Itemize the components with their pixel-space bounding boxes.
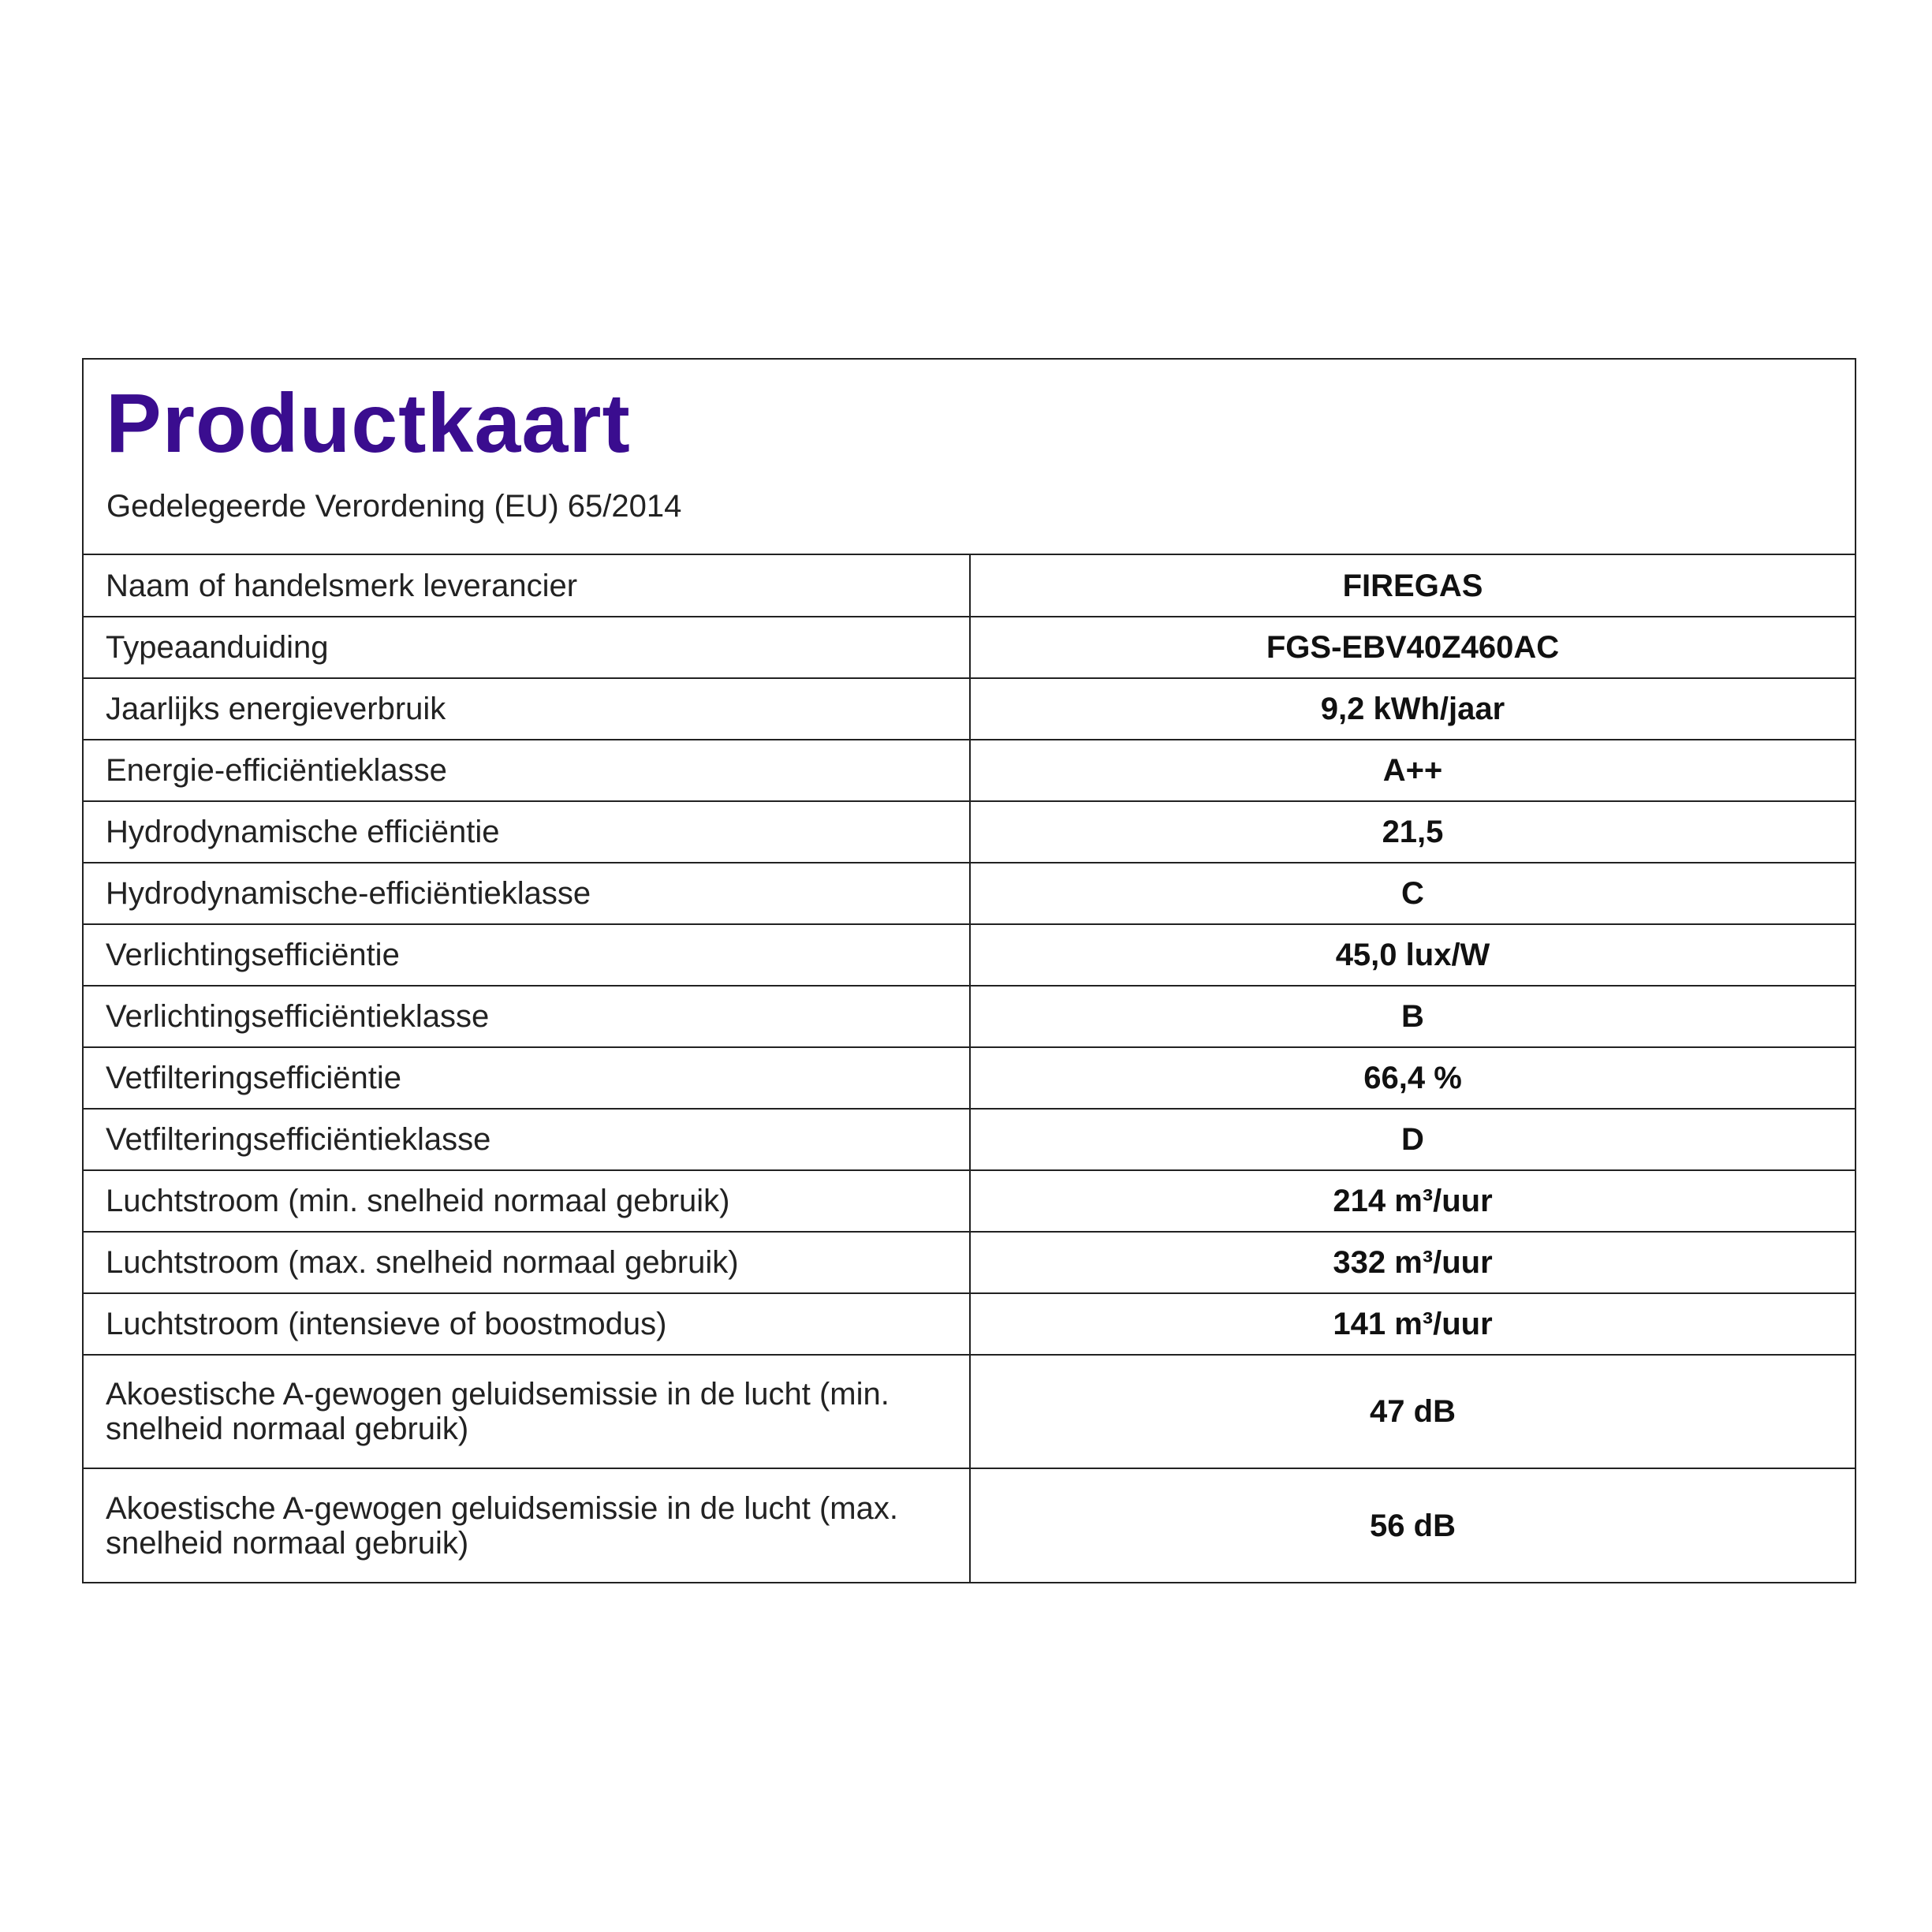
table-row: [84, 1109, 1855, 1170]
row-label: Luchtstroom (min. snelheid normaal gebruik): [84, 1170, 970, 1232]
row-value: D: [970, 1109, 1855, 1170]
card-header: [84, 360, 1855, 555]
row-label: Vetfilteringsefficiëntieklasse: [84, 1109, 970, 1170]
table-row: [84, 678, 1855, 740]
table-row: [84, 617, 1855, 678]
table-row: [84, 555, 1855, 617]
row-label: Verlichtingsefficiëntie: [84, 924, 970, 986]
row-value: 45,0 lux/W: [970, 924, 1855, 986]
row-label: Naam of handelsmerk leverancier: [84, 555, 970, 617]
row-value: 214 m³/uur: [970, 1170, 1855, 1232]
row-label: Luchtstroom (max. snelheid normaal gebruik): [84, 1232, 970, 1293]
row-value: FIREGAS: [1342, 568, 1483, 603]
row-label: Akoestische A-gewogen geluidsemissie in de lucht (max. snelheid normaal gebruik): [84, 1468, 970, 1582]
table-row: [84, 863, 1855, 924]
row-value: FGS-EBV40Z460AC: [970, 617, 1855, 678]
row-value: A++: [970, 740, 1855, 801]
row-value: C: [970, 863, 1855, 924]
row-value: 141 m³/uur: [970, 1293, 1855, 1355]
table-row: [84, 1293, 1855, 1355]
product-card: [82, 358, 1856, 1583]
row-value: 21,5: [970, 801, 1855, 863]
row-label: Typeaanduiding: [84, 617, 970, 678]
row-label: Hydrodynamische-efficiëntieklasse: [84, 863, 970, 924]
regulation-subtitle: Gedelegeerde Verordening (EU) 65/2014: [106, 489, 682, 524]
spec-table: [84, 555, 1855, 1582]
table-row: [84, 1047, 1855, 1109]
row-label: Akoestische A-gewogen geluidsemissie in de lucht (min. snelheid normaal gebruik): [84, 1355, 970, 1468]
row-value: 66,4 %: [970, 1047, 1855, 1109]
table-row: [84, 986, 1855, 1047]
table-row: [84, 1232, 1855, 1293]
table-row: [84, 740, 1855, 801]
row-value: B: [970, 986, 1855, 1047]
table-row: [84, 801, 1855, 863]
row-value: 56 dB: [970, 1468, 1855, 1582]
table-row: [84, 1468, 1855, 1582]
table-row: [84, 1170, 1855, 1232]
row-label: Hydrodynamische efficiëntie: [84, 801, 970, 863]
table-row: [84, 924, 1855, 986]
row-value: 9,2 kWh/jaar: [970, 678, 1855, 740]
row-label: Energie-efficiëntieklasse: [84, 740, 970, 801]
table-row: [84, 1355, 1855, 1468]
row-value: 332 m³/uur: [970, 1232, 1855, 1293]
row-label: Vetfilteringsefficiëntie: [84, 1047, 970, 1109]
page-title: Productkaart: [106, 377, 631, 470]
row-label: Jaarlijks energieverbruik: [84, 678, 970, 740]
row-label: Verlichtingsefficiëntieklasse: [84, 986, 970, 1047]
row-label: Luchtstroom (intensieve of boostmodus): [84, 1293, 970, 1355]
row-value: 47 dB: [970, 1355, 1855, 1468]
